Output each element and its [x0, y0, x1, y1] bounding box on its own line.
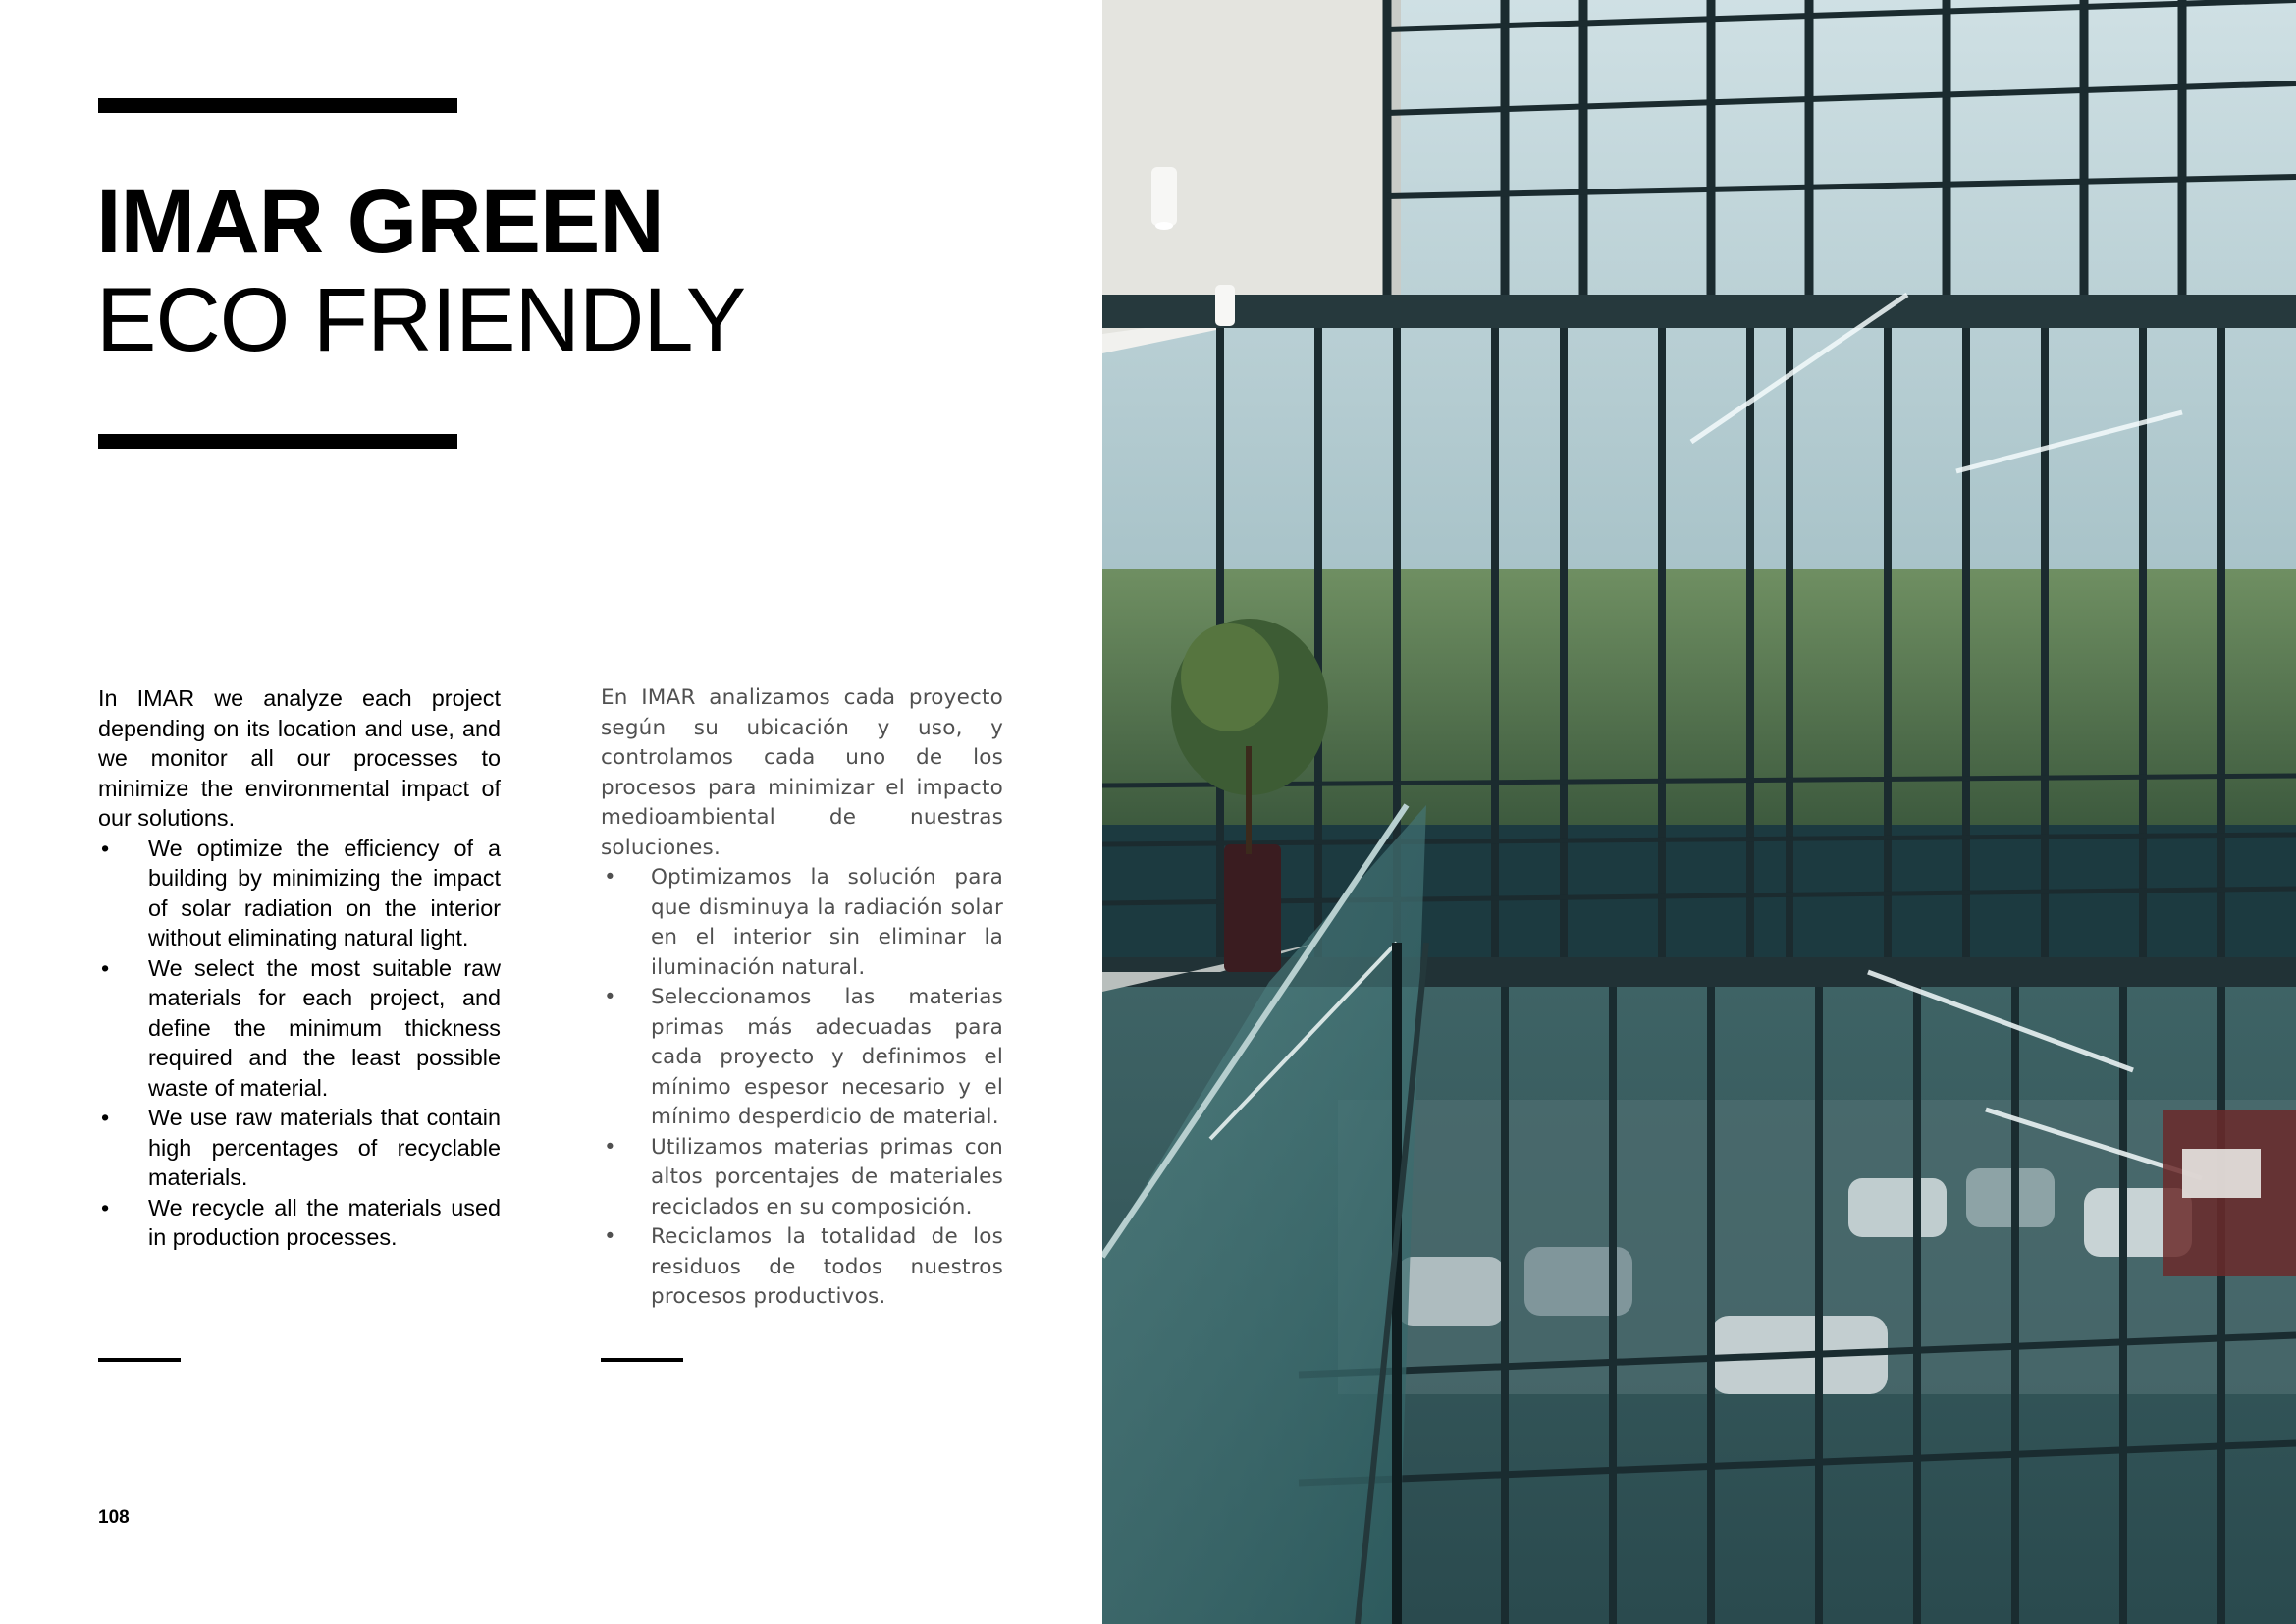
spanish-bullet: • Seleccionamos las materias primas más adecuadas para cada proyecto y definimos el mínimo espesor necesario y el mínimo desperdicio de material. [601, 983, 1003, 1133]
spanish-end-rule [601, 1358, 683, 1362]
english-bullet: • We recycle all the materials used in production processes. [98, 1193, 501, 1253]
spanish-bullet: • Utilizamos materias primas con altos porcentajes de materiales reciclados en su composición. [601, 1133, 1003, 1223]
title-line-2: ECO FRIENDLY [96, 270, 746, 370]
spanish-bullet: • Optimizamos la solución para que disminuya la radiación solar en el interior sin eliminar la iluminación natural. [601, 863, 1003, 983]
english-column [98, 683, 501, 1253]
page-title [96, 172, 746, 370]
english-bullet: • We use raw materials that contain high percentages of recyclable materials. [98, 1103, 501, 1193]
spanish-bullet-list [601, 863, 1003, 1313]
spanish-intro: En IMAR analizamos cada proyecto según su ubicación y uso, y controlamos cada uno de los procesos para minimizar el impacto medioambiental de nuestras soluciones. [601, 685, 1003, 860]
english-intro: In IMAR we analyze each project depending on its location and use, and we monitor all our processes to minimize the environmental impact of our solutions. [98, 685, 501, 831]
title-top-rule [98, 98, 457, 113]
page-number: 108 [98, 1507, 130, 1528]
english-end-rule [98, 1358, 181, 1362]
english-bullet-list [98, 834, 501, 1253]
title-bottom-rule [98, 434, 457, 449]
glass-atrium-photo [1102, 0, 2296, 1624]
english-bullet: • We optimize the efficiency of a building by minimizing the impact of solar radiation on the interior without eliminating natural light. [98, 834, 501, 953]
spanish-bullet: • Reciclamos la totalidad de los residuos de todos nuestros procesos productivos. [601, 1222, 1003, 1313]
title-line-1: IMAR GREEN [96, 172, 664, 272]
english-bullet: • We select the most suitable raw materials for each project, and define the minimum thickness required and the least possible waste of material. [98, 953, 501, 1104]
spanish-column [601, 683, 1003, 1313]
